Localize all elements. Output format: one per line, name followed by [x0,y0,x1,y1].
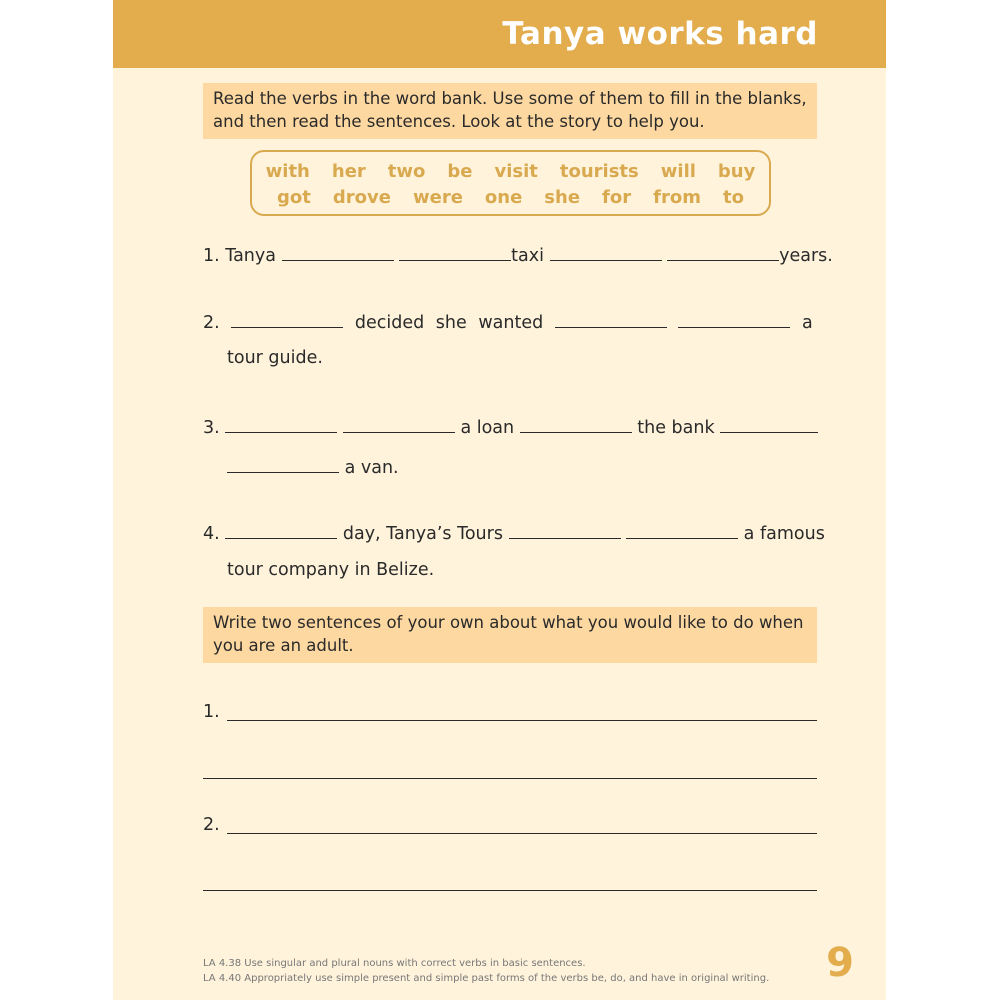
writing-line[interactable] [203,890,817,891]
exercise-text: a [801,313,813,333]
word-bank-word: her [331,161,366,182]
word-bank-word: were [412,187,463,208]
word-bank-word: to [722,187,744,208]
word-bank-row-2 [252,187,769,208]
exercise-text: decided [354,313,425,333]
word-bank-word: be [447,161,473,182]
exercise-2 [203,309,813,333]
word-bank-word: one [484,187,523,208]
word-bank-word: buy [717,161,756,182]
blank-field[interactable] [667,242,779,261]
worksheet-page [113,0,886,1000]
exercise-1 [203,242,833,266]
word-bank-word: visit [494,161,538,182]
instruction-box-2: Write two sentences of your own about what you would like to do when you are an adult. [203,607,817,663]
exercise-text: Tanya [225,246,276,266]
exercise-3-continued [227,454,399,478]
blank-field[interactable] [509,520,621,539]
exercise-text: a van. [344,458,399,478]
exercise-text: years. [779,246,833,266]
standard-note-1: LA 4.38 Use singular and plural nouns with correct verbs in basic sentences. [203,958,586,969]
exercise-text: day, Tanya’s Tours [342,524,503,544]
word-bank-word: will [660,161,696,182]
blank-field[interactable] [225,414,337,433]
exercise-3 [203,414,818,438]
exercise-text: she [435,313,467,333]
word-bank-word: got [277,187,311,208]
exercise-text: a loan [460,418,515,438]
word-bank-word: tourists [559,161,639,182]
writing-line[interactable] [203,778,817,779]
word-bank-word: with [265,161,310,182]
word-bank-row-1 [252,161,769,182]
blank-field[interactable] [555,309,667,328]
exercise-number: 3. [203,418,220,438]
writing-number-2: 2. [203,815,220,835]
exercise-text: a famous [743,524,825,544]
blank-field[interactable] [550,242,662,261]
blank-field[interactable] [231,309,343,328]
blank-field[interactable] [626,520,738,539]
word-bank-word: drove [332,187,391,208]
standard-note-2: LA 4.40 Appropriately use simple present and simple past forms of the verbs be, do, and have in original writing. [203,973,770,984]
exercise-text: wanted [478,313,544,333]
exercise-4-continued: tour company in Belize. [227,560,435,580]
page-title: Tanya works hard [502,16,818,52]
word-bank-word: two [387,161,426,182]
blank-field[interactable] [225,520,337,539]
word-bank-word: she [544,187,581,208]
exercise-4 [203,520,825,544]
blank-field[interactable] [678,309,790,328]
exercise-2-continued: tour guide. [227,348,323,368]
writing-line[interactable] [227,833,817,834]
exercise-number: 1. [203,246,220,266]
blank-field[interactable] [720,414,818,433]
word-bank-word: for [602,187,632,208]
exercise-number: 4. [203,524,220,544]
blank-field[interactable] [520,414,632,433]
header-bar [113,0,886,68]
blank-field[interactable] [343,414,455,433]
blank-field[interactable] [227,454,339,473]
writing-line[interactable] [227,720,817,721]
blank-field[interactable] [399,242,511,261]
writing-number-1: 1. [203,702,220,722]
exercise-text: the bank [637,418,715,438]
instruction-box-1: Read the verbs in the word bank. Use some of them to fill in the blanks, and then read the sentences. Look at the story to help you. [203,83,817,139]
exercise-number: 2. [203,313,220,333]
word-bank-word: from [653,187,701,208]
page-number: 9 [826,940,854,986]
word-bank [250,150,771,216]
exercise-text: taxi [511,246,544,266]
blank-field[interactable] [282,242,394,261]
